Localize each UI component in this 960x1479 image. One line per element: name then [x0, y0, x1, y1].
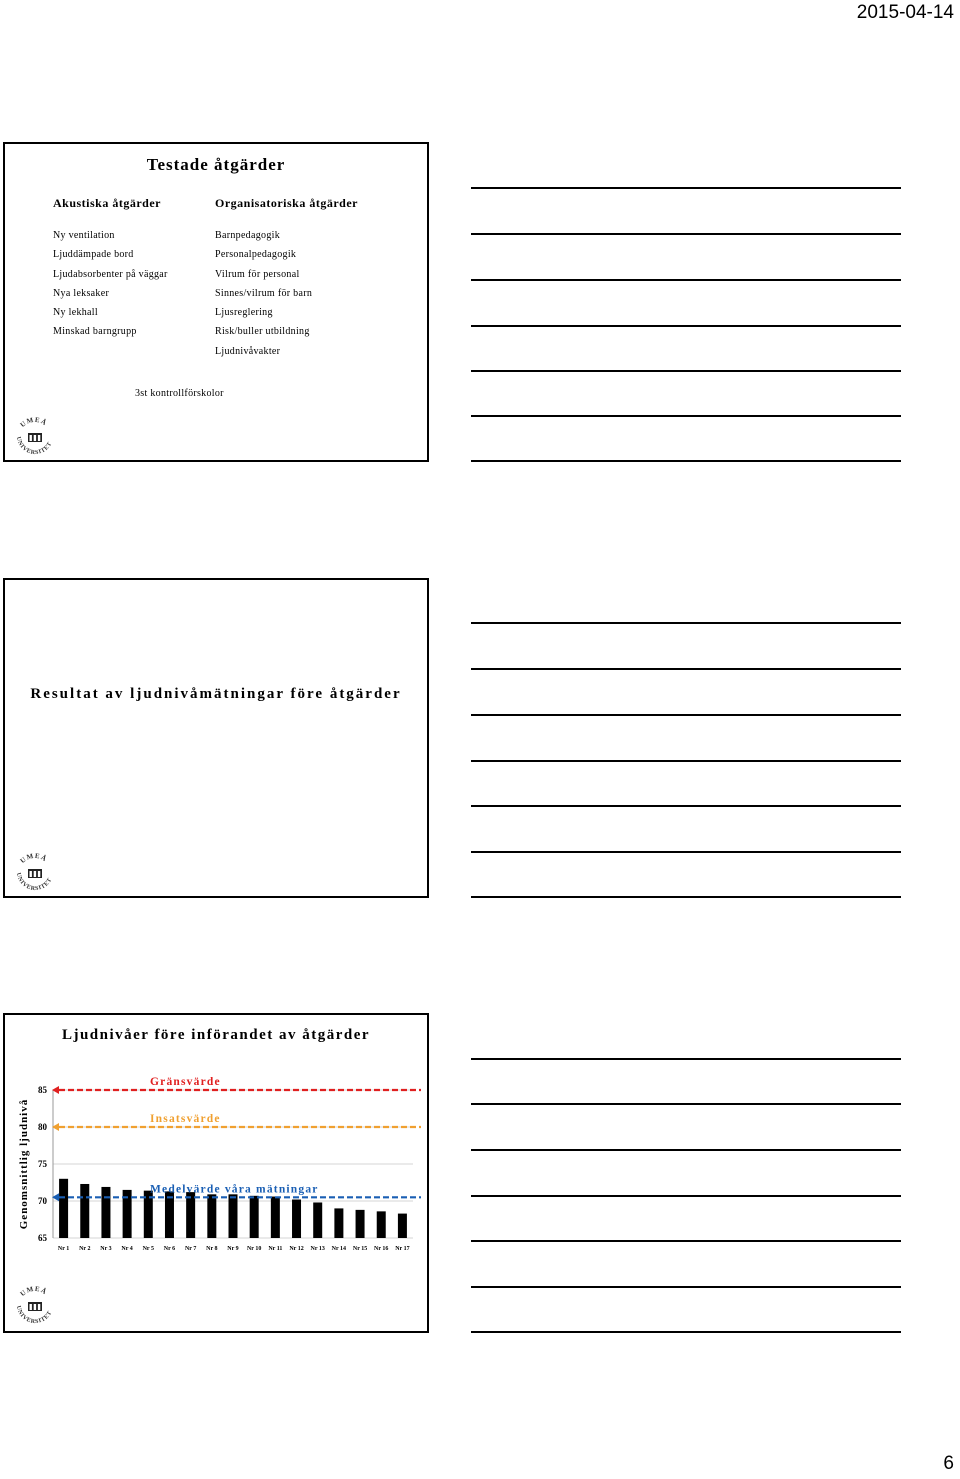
bar	[334, 1208, 343, 1238]
x-tick-label: Nr 5	[142, 1246, 154, 1252]
bar	[398, 1214, 407, 1238]
svg-text:UMEÅ: UMEÅ	[18, 1285, 49, 1299]
acoustic-measures-heading: Akustiska åtgärder	[53, 196, 162, 210]
x-tick-label: Nr 9	[227, 1246, 239, 1252]
note-line	[471, 415, 901, 417]
note-line	[471, 325, 901, 327]
bar	[356, 1210, 365, 1238]
list-item: Vilrum för personal	[215, 268, 300, 280]
x-tick-label: Nr 15	[352, 1246, 368, 1252]
y-tick-label: 70	[38, 1196, 47, 1206]
y-tick-label: 75	[38, 1159, 47, 1169]
seal-graphic	[13, 1285, 57, 1329]
list-item: Nya leksaker	[53, 287, 110, 299]
x-tick-label: Nr 8	[206, 1246, 218, 1252]
x-tick-label: Nr 13	[310, 1246, 325, 1252]
umea-university-logo-icon	[13, 852, 57, 896]
reference-line-label: Medelvärde våra mätningar	[150, 1183, 319, 1196]
note-line	[471, 233, 901, 235]
bar	[313, 1202, 322, 1238]
y-axis-label: Genomsnittlig ljudnivå	[18, 1098, 30, 1230]
bar	[292, 1200, 301, 1238]
note-line	[471, 187, 901, 189]
page-number: 6	[943, 1453, 954, 1474]
note-line	[471, 714, 901, 716]
x-tick-label: Nr 4	[121, 1246, 133, 1252]
note-line	[471, 668, 901, 670]
slide-title: Resultat av ljudnivåmätningar före åtgärder	[30, 686, 402, 702]
list-item: Ljuddämpade bord	[53, 249, 134, 261]
note-line	[471, 1286, 901, 1288]
note-line	[471, 1103, 901, 1105]
sound-level-bar-chart	[5, 1060, 427, 1260]
slide-ljudnivaer	[3, 1013, 429, 1333]
list-item: Ny ventilation	[53, 230, 115, 241]
x-tick-label: Nr 6	[163, 1246, 176, 1252]
bar	[186, 1192, 195, 1238]
note-line	[471, 1149, 901, 1151]
bar	[80, 1184, 89, 1238]
umea-university-logo-icon	[13, 416, 57, 460]
note-line	[471, 279, 901, 281]
svg-text:UNIVERSITET: UNIVERSITET	[14, 436, 54, 457]
bar	[59, 1179, 68, 1238]
x-tick-label: Nr 11	[268, 1246, 283, 1252]
slide-testade-atgarder	[3, 142, 429, 462]
bar	[229, 1194, 238, 1238]
reference-line-label: Gränsvärde	[150, 1076, 221, 1088]
svg-text:UMEÅ: UMEÅ	[18, 416, 49, 430]
seal-graphic	[13, 852, 57, 896]
list-item: Minskad barngrupp	[53, 326, 137, 338]
x-tick-label: Nr 16	[374, 1246, 389, 1252]
bar	[271, 1197, 280, 1238]
list-item: Personalpedagogik	[215, 249, 297, 261]
list-item: Ljudnivåvakter	[215, 345, 281, 357]
control-preschools-note: 3st kontrollförskolor	[135, 388, 224, 399]
seal-graphic	[13, 416, 57, 460]
note-line	[471, 1195, 901, 1197]
bar	[377, 1211, 386, 1238]
note-line	[471, 805, 901, 807]
bar	[101, 1187, 110, 1238]
bar	[207, 1194, 216, 1238]
bar	[250, 1196, 259, 1238]
note-line	[471, 1240, 901, 1242]
svg-text:UNIVERSITET: UNIVERSITET	[14, 1305, 54, 1326]
list-item: Sinnes/vilrum för barn	[215, 287, 313, 299]
x-tick-label: Nr 17	[395, 1246, 410, 1252]
x-tick-label: Nr 3	[100, 1246, 112, 1252]
note-line	[471, 460, 901, 462]
header-date: 2015-04-14	[856, 2, 954, 23]
list-item: Barnpedagogik	[215, 230, 280, 241]
note-line	[471, 851, 901, 853]
x-tick-label: Nr 2	[79, 1246, 91, 1252]
slide-title: Ljudnivåer före införandet av åtgärder	[61, 1027, 371, 1043]
list-item: Ny lekhall	[53, 307, 98, 319]
y-tick-label: 85	[38, 1085, 47, 1095]
svg-text:UMEÅ: UMEÅ	[18, 852, 49, 866]
list-item: Risk/buller utbildning	[215, 326, 310, 338]
y-tick-label: 80	[38, 1122, 47, 1132]
note-line	[471, 760, 901, 762]
organizational-measures-heading: Organisatoriska åtgärder	[215, 196, 358, 210]
note-line	[471, 896, 901, 898]
x-tick-label: Nr 1	[57, 1246, 70, 1252]
reference-line-label: Insatsvärde	[150, 1113, 221, 1125]
list-item: Ljusreglering	[215, 307, 273, 319]
x-tick-label: Nr 10	[246, 1246, 262, 1252]
slide-title: Testade åtgärder	[146, 155, 286, 174]
x-tick-label: Nr 12	[289, 1246, 304, 1252]
x-tick-label: Nr 7	[184, 1246, 197, 1252]
y-tick-label: 65	[38, 1233, 47, 1243]
note-line	[471, 1331, 901, 1333]
organizational-measures-list	[215, 226, 312, 361]
acoustic-measures-list	[53, 226, 168, 342]
list-item: Ljudabsorbenter på väggar	[53, 268, 168, 280]
svg-text:UNIVERSITET: UNIVERSITET	[14, 872, 54, 893]
note-line	[471, 370, 901, 372]
umea-university-logo-icon	[13, 1285, 57, 1329]
note-line	[471, 1058, 901, 1060]
x-tick-label: Nr 14	[331, 1246, 347, 1252]
slide-resultat	[3, 578, 429, 898]
note-line	[471, 622, 901, 624]
